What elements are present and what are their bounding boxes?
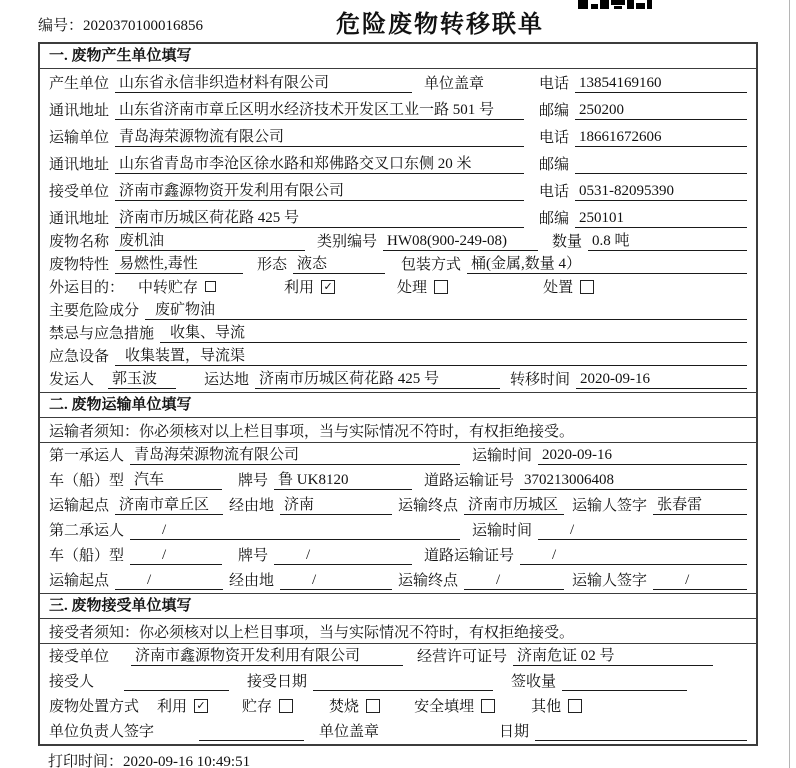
hazard-component-value: 废矿物油 [145,298,747,320]
packing-value: 桶(金属,数量 4） [467,252,747,274]
print-time-value: 2020-09-16 10:49:51 [123,754,251,768]
accept-date-value [313,690,493,691]
transporter-address-value: 山东省青岛市李沧区徐水路和郑佛路交叉口东侧 20 米 [115,152,524,174]
plate-label: 牌号 [238,548,269,564]
row-dispatcher [40,369,756,392]
responsible-sign-value [199,740,304,741]
license-label: 经营许可证号 [417,649,508,665]
waste-property-label: 废物特性 [49,257,110,273]
disposal-utilize-checkbox: ✓ [194,699,208,713]
receiver-postcode-value: 250101 [575,210,747,228]
route-end-label: 运输终点 [398,573,459,589]
route-end-label: 运输终点 [398,498,459,514]
transfer-storage-checkbox [205,281,216,292]
disposal-incinerate-label: 焚烧 [329,699,360,715]
section1-header: 一. 废物产生单位填写 [40,44,756,69]
purpose-option-utilize [284,276,335,297]
disposal-option-incinerate [329,695,380,716]
qr-code-fragment-icon [578,0,652,10]
purpose-option-dispose [543,276,594,297]
vehicle2-type-value: / [130,547,222,565]
utilize-checkbox: ✓ [321,280,335,294]
waste-name-value: 废机油 [115,229,305,251]
disposal-option-landfill [414,695,495,716]
category-code-value: HW08(900-249-08) [383,233,538,251]
row-accept-unit [40,644,756,669]
category-code-label: 类别编号 [317,234,378,250]
route1-end-value: 济南市历城区 [464,493,564,515]
route2-sign-value: / [653,572,747,590]
waste-name-label: 废物名称 [49,234,110,250]
row-transfer-purpose [40,277,756,300]
taboo-measures-label: 禁忌与应急措施 [49,326,155,342]
transport-time-label: 运输时间 [472,523,533,539]
route-start-label: 运输起点 [49,498,110,514]
transfer-time-value: 2020-09-16 [576,371,747,389]
vehicle1-plate-value: 鲁 UK8120 [274,468,412,490]
vehicle1-road-permit-value: 370213006408 [520,472,747,490]
carrier1-label: 第一承运人 [49,448,125,464]
receiver-notice-text: 接受者须知：你必须核对以上栏目事项，当与实际情况不符时，有权拒绝接受。 [49,624,575,641]
producer-label: 产生单位 [49,76,110,92]
row-vehicle2 [40,543,756,568]
route1-sign-value: 张春雷 [653,493,747,515]
row-carrier2 [40,518,756,543]
utilize-label: 利用 [284,280,315,296]
row-responsible-sign [40,719,756,744]
packing-label: 包装方式 [401,257,462,273]
taboo-measures-value: 收集、导流 [160,321,747,343]
vehicle2-road-permit-value: / [520,547,747,565]
dispose-checkbox [580,280,594,294]
section2-header: 二. 废物运输单位填写 [40,392,756,418]
vehicle-type-label: 车（船）型 [49,548,125,564]
dispatcher-value: 郭玉波 [108,367,176,389]
purpose-option-transfer-storage [138,276,216,297]
address-label: 通讯地址 [49,103,110,119]
transporter-value: 青岛海荣源物流有限公司 [115,125,524,147]
phone-label: 电话 [538,130,569,146]
row-waste-name [40,231,756,254]
disposal-other-checkbox [568,699,582,713]
disposal-method-label: 废物处置方式 [49,699,140,715]
postcode-label: 邮编 [538,103,569,119]
unit-seal-label: 单位盖章 [319,724,380,740]
route1-start-value: 济南市章丘区 [115,493,223,515]
emergency-equipment-label: 应急设备 [49,349,110,365]
accept-date-label: 接受日期 [247,674,308,690]
transporter-notice [40,418,756,443]
treat-label: 处理 [397,280,428,296]
treat-checkbox [434,280,448,294]
row-transporter [40,123,756,150]
producer-value: 山东省永信非织造材料有限公司 [115,71,412,93]
route2-start-value: / [115,572,223,590]
producer-phone-value: 13854169160 [575,75,747,93]
vehicle1-type-value: 汽车 [130,468,222,490]
row-hazard-component [40,300,756,323]
road-permit-label: 道路运输证号 [424,548,515,564]
receiver-notice [40,619,756,644]
accept-person-label: 接受人 [49,674,95,690]
disposal-utilize-label: 利用 [157,699,188,715]
destination-label: 运达地 [204,372,250,388]
scan-page-edge [789,0,790,768]
purpose-label: 外运目的： [49,280,125,296]
emergency-equipment-value: 收集装置，导流渠 [115,344,747,366]
transport-time-label: 运输时间 [472,448,533,464]
quantity-label: 数量 [552,234,583,250]
transporter-label: 运输单位 [49,130,110,146]
row-vehicle1 [40,468,756,493]
dispatcher-label: 发运人 [49,372,95,388]
row-transporter-address [40,150,756,177]
row-carrier1 [40,443,756,468]
destination-value: 济南市历城区荷花路 425 号 [255,367,500,389]
disposal-other-label: 其他 [531,699,562,715]
carrier2-label: 第二承运人 [49,523,125,539]
disposal-option-store [242,695,293,716]
plate-label: 牌号 [238,473,269,489]
carrier2-value: / [130,522,460,540]
license-value: 济南危证 02 号 [513,644,713,666]
postcode-label: 邮编 [538,211,569,227]
route2-end-value: / [464,572,564,590]
row-producer-address [40,96,756,123]
road-permit-label: 道路运输证号 [424,473,515,489]
unit-seal-label: 单位盖章 [423,76,484,92]
purpose-option-treat [397,276,448,297]
route-via-label: 经由地 [229,573,275,589]
row-disposal-method [40,694,756,719]
accept-unit-value: 济南市鑫源物资开发利用有限公司 [131,644,403,666]
signed-quantity-value [562,690,687,691]
section3-header: 三. 废物接受单位填写 [40,593,756,619]
transporter-sign-label: 运输人签字 [572,498,648,514]
signed-quantity-label: 签收量 [511,674,557,690]
row-emergency-equipment [40,346,756,369]
receiver-phone-value: 0531-82095390 [575,183,747,201]
dispose-label: 处置 [543,280,574,296]
row-producer [40,69,756,96]
vehicle2-plate-value: / [274,547,412,565]
transporter-phone-value: 18661672606 [575,129,747,147]
responsible-sign-label: 单位负责人签字 [49,724,155,740]
row-route1 [40,493,756,518]
row-receiver-address [40,204,756,231]
transfer-time-label: 转移时间 [510,372,571,388]
producer-postcode-value: 250200 [575,102,747,120]
doc-number-value: 2020370100016856 [83,18,204,34]
transporter-postcode-value [575,173,747,174]
accept-unit-label: 接受单位 [49,649,110,665]
phone-label: 电话 [538,76,569,92]
vehicle-type-label: 车（船）型 [49,473,125,489]
print-time-label: 打印时间： [48,754,124,768]
date-label: 日期 [499,724,530,740]
row-route2 [40,568,756,593]
transporter-sign-label: 运输人签字 [572,573,648,589]
producer-address-value: 山东省济南市章丘区明水经济技术开发区工业一路 501 号 [115,98,524,120]
doc-number [38,14,203,35]
form-label: 形态 [257,257,288,273]
address-label: 通讯地址 [49,157,110,173]
quantity-value: 0.8 吨 [588,229,747,251]
print-time [48,750,250,768]
phone-label: 电话 [538,184,569,200]
disposal-store-checkbox [279,699,293,713]
address-label: 通讯地址 [49,211,110,227]
page-title: 危险废物转移联单 [336,12,544,38]
receiver-address-value: 济南市历城区荷花路 425 号 [115,206,524,228]
date-value [535,740,747,741]
row-accept-person [40,669,756,694]
form-value: 液态 [293,252,385,274]
receiver-label: 接受单位 [49,184,110,200]
waste-property-value: 易燃性,毒性 [115,252,243,274]
row-waste-property [40,254,756,277]
transfer-storage-label: 中转贮存 [138,280,199,296]
disposal-incinerate-checkbox [366,699,380,713]
transporter-notice-text: 运输者须知：你必须核对以上栏目事项，当与实际情况不符时，有权拒绝接受。 [49,423,575,440]
route1-via-value: 济南 [280,493,392,515]
manifest-table [38,42,758,746]
carrier2-time-value: / [538,522,747,540]
row-taboo-measures [40,323,756,346]
doc-number-label: 编号： [38,18,84,34]
disposal-option-utilize [157,695,208,716]
disposal-store-label: 贮存 [242,699,273,715]
receiver-value: 济南市鑫源物资开发利用有限公司 [115,179,524,201]
route-via-label: 经由地 [229,498,275,514]
route2-via-value: / [280,572,392,590]
carrier1-time-value: 2020-09-16 [538,447,747,465]
route-start-label: 运输起点 [49,573,110,589]
accept-person-value [124,690,229,691]
disposal-option-other [531,695,582,716]
disposal-landfill-checkbox [481,699,495,713]
disposal-landfill-label: 安全填埋 [414,699,475,715]
carrier1-value: 青岛海荣源物流有限公司 [130,443,460,465]
postcode-label: 邮编 [538,157,569,173]
row-receiver [40,177,756,204]
hazard-component-label: 主要危险成分 [49,303,140,319]
